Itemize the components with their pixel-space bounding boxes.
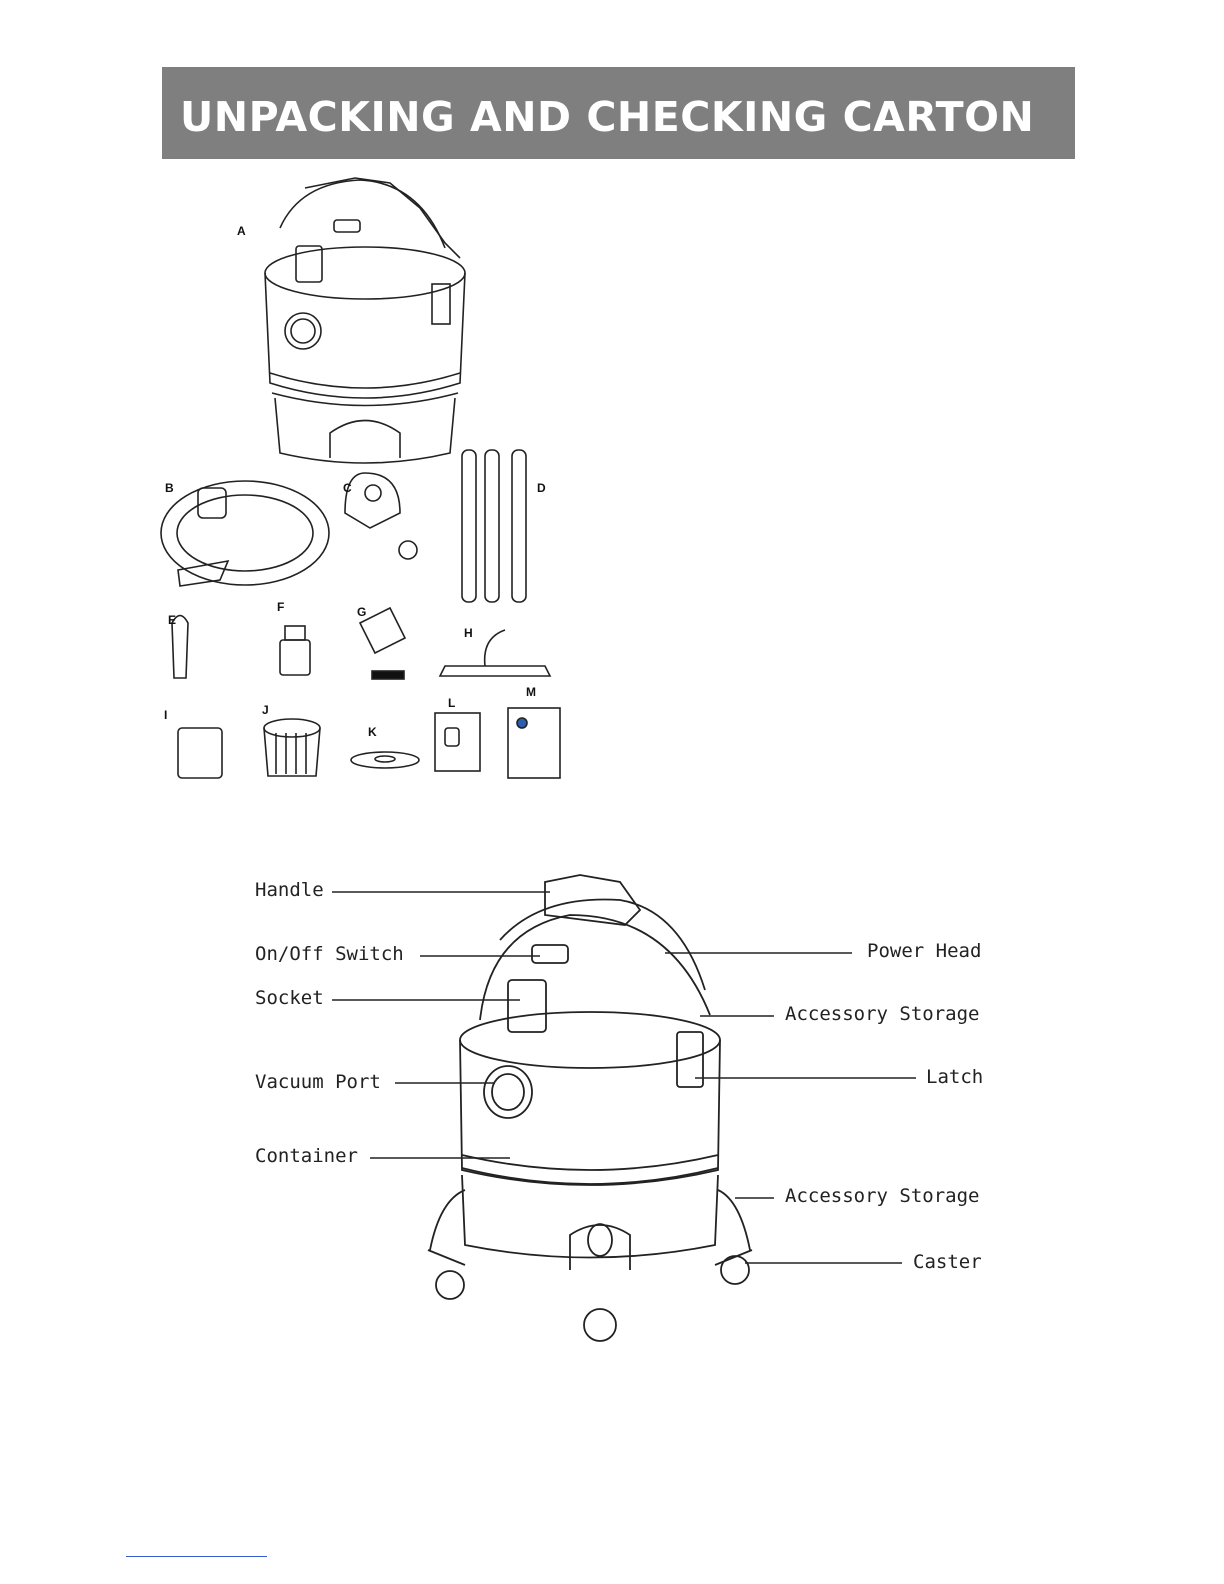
callout-container: Container <box>255 1145 358 1167</box>
callout-accessory-storage-top: Accessory Storage <box>785 1003 980 1025</box>
callout-caster: Caster <box>913 1251 982 1273</box>
parts-drawing <box>160 168 565 788</box>
part-label-b: B <box>165 481 174 495</box>
callout-handle: Handle <box>255 879 324 901</box>
part-label-h: H <box>464 626 473 640</box>
part-label-m: M <box>526 685 536 699</box>
callout-socket: Socket <box>255 987 324 1009</box>
part-label-f: F <box>277 600 285 614</box>
callout-latch: Latch <box>926 1066 984 1088</box>
part-label-d: D <box>537 481 546 495</box>
vacuum-diagram <box>240 870 1000 1360</box>
part-label-j: J <box>262 703 269 717</box>
part-label-l: L <box>448 696 456 710</box>
section-header <box>162 67 1075 159</box>
page-title: UNPACKING AND CHECKING CARTON <box>180 93 1035 141</box>
part-label-a: A <box>237 224 246 238</box>
part-label-c: C <box>343 481 352 495</box>
footer-rule <box>126 1556 267 1557</box>
part-label-i: I <box>164 708 168 722</box>
part-label-g: G <box>357 605 367 619</box>
part-label-k: K <box>368 725 377 739</box>
callout-accessory-storage-bottom: Accessory Storage <box>785 1185 980 1207</box>
parts-illustration <box>160 168 565 788</box>
callout-power-head: Power Head <box>867 940 982 962</box>
callout-vacuum-port: Vacuum Port <box>255 1071 381 1093</box>
callout-on-off-switch: On/Off Switch <box>255 943 404 965</box>
part-label-e: E <box>168 613 177 627</box>
